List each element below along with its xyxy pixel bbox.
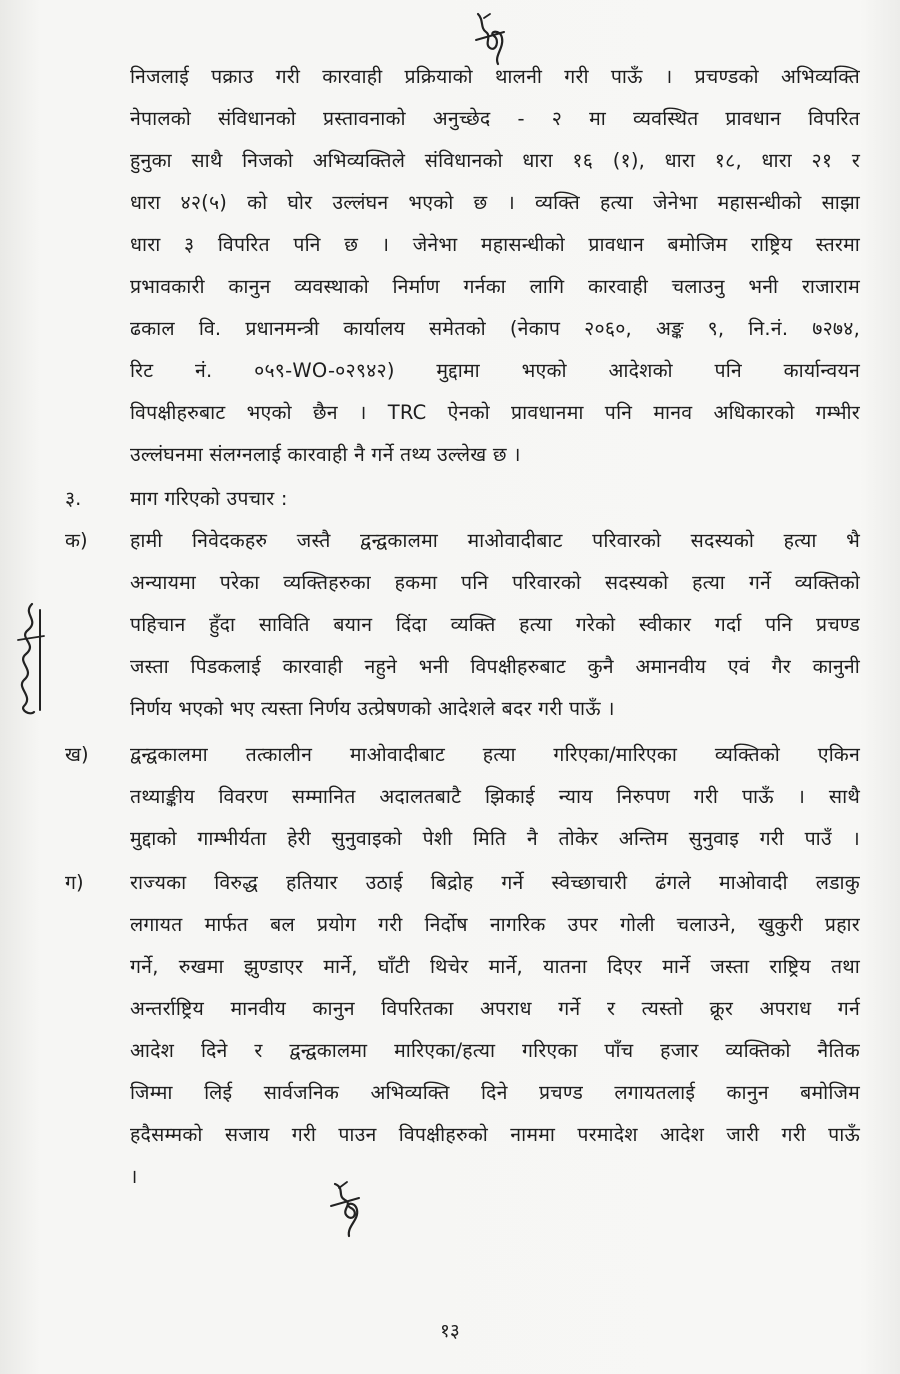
text-line: ढकाल वि. प्रधानमन्त्री कार्यालय समेतको (नेकाप २०६०, अङ्क ९, नि.नं. ७२७४, — [130, 317, 860, 340]
text-line: हुनुका साथै निजको अभिव्यक्तिले संविधानको धारा १६ (१), धारा १८, धारा २१ र — [130, 149, 860, 172]
text-line: राज्यका विरुद्ध हतियार उठाई बिद्रोह गर्ने स्वेच्छाचारी ढंगले माओवादी लडाकु — [130, 871, 860, 894]
text-line: आदेश दिने र द्वन्द्वकालमा मारिएका/हत्या गरिएका पाँच हजार व्यक्तिको नैतिक — [130, 1039, 860, 1062]
text-line: तथ्याङ्कीय विवरण सम्मानित अदालतबाटै झिकाई न्याय निरुपण गरी पाऊँ । साथै — [130, 785, 860, 808]
text-line: हदैसम्मको सजाय गरी पाउन विपक्षीहरुको नाममा परमादेश आदेश जारी गरी पाऊँ — [130, 1123, 860, 1146]
section-heading: माग गरिएको उपचार : — [130, 487, 288, 510]
item-marker-ga: ग) — [65, 871, 84, 894]
text-line: विपक्षीहरुबाट भएको छैन । TRC ऐनको प्रावधानमा पनि मानव अधिकारको गम्भीर — [130, 401, 860, 424]
signature-top — [470, 10, 510, 70]
text-line: हामी निवेदकहरु जस्तै द्वन्द्वकालमा माओवादीबाट परिवारको सदस्यको हत्या भै — [130, 529, 860, 552]
text-line: नेपालको संविधानको प्रस्तावनाको अनुच्छेद - २ मा व्यवस्थित प्रावधान विपरित — [130, 107, 860, 130]
text-line: धारा ३ विपरित पनि छ । जेनेभा महासन्धीको प्रावधान बमोजिम राष्ट्रिय स्तरमा — [130, 233, 860, 256]
text-line: गर्ने, रुखमा झुण्डाएर मार्ने, घाँटी थिचेर मार्ने, यातना दिएर मार्ने जस्ता राष्ट्रिय तथा — [130, 955, 860, 978]
text-line: जस्ता पिडकलाई कारवाही नहुने भनी विपक्षीहरुबाट कुनै अमानवीय एवं गैर कानुनी — [130, 655, 860, 678]
text-line: अन्तर्राष्ट्रिय मानवीय कानुन विपरितका अपराध गर्ने र त्यस्तो क्रूर अपराध गर्न — [130, 997, 860, 1020]
text-line: प्रभावकारी कानुन व्यवस्थाको निर्माण गर्नका लागि कारवाही चलाउनु भनी राजाराम — [130, 275, 860, 298]
text-line: पहिचान हुँदा साविति बयान दिंदा व्यक्ति हत्या गरेको स्वीकार गर्दा पनि प्रचण्ड — [130, 613, 860, 636]
text-line: निर्णय भएको भए त्यस्ता निर्णय उत्प्रेषणको आदेशले बदर गरी पाऊँ । — [130, 697, 615, 720]
item-marker-ka: क) — [65, 529, 88, 552]
text-line: जिम्मा लिई सार्वजनिक अभिव्यक्ति दिने प्रचण्ड लगायतलाई कानुन बमोजिम — [130, 1081, 860, 1104]
page-number: १३ — [440, 1320, 460, 1342]
text-line: निजलाई पक्राउ गरी कारवाही प्रक्रियाको थालनी गरी पाऊँ । प्रचण्डको अभिव्यक्ति — [130, 65, 860, 88]
text-line: धारा ४२(५) को घोर उल्लंघन भएको छ । व्यक्ति हत्या जेनेभा महासन्धीको साझा — [130, 191, 860, 214]
text-line: रिट नं. ०५९-WO-०२९४२) मुद्दामा भएको आदेशको पनि कार्यान्वयन — [130, 359, 860, 382]
section-number: ३. — [65, 487, 82, 510]
text-line: । — [130, 1165, 138, 1188]
text-line: मुद्दाको गाम्भीर्यता हेरी सुनुवाइको पेशी मिति नै तोकेर अन्तिम सुनुवाइ गरी पाउँ । — [130, 827, 860, 850]
text-line: अन्यायमा परेका व्यक्तिहरुका हकमा पनि परिवारको सदस्यको हत्या गर्ने व्यक्तिको — [130, 571, 860, 594]
item-marker-kha: ख) — [65, 743, 89, 766]
signature-margin — [10, 600, 50, 720]
text-line: द्वन्द्वकालमा तत्कालीन माओवादीबाट हत्या गरिएका/मारिएका व्यक्तिको एकिन — [130, 743, 860, 766]
text-line: उल्लंघनमा संलग्नलाई कारवाही नै गर्ने तथ्य उल्लेख छ । — [130, 443, 521, 466]
text-line: लगायत मार्फत बल प्रयोग गरी निर्दोष नागरिक उपर गोली चलाउने, खुकुरी प्रहार — [130, 913, 860, 936]
